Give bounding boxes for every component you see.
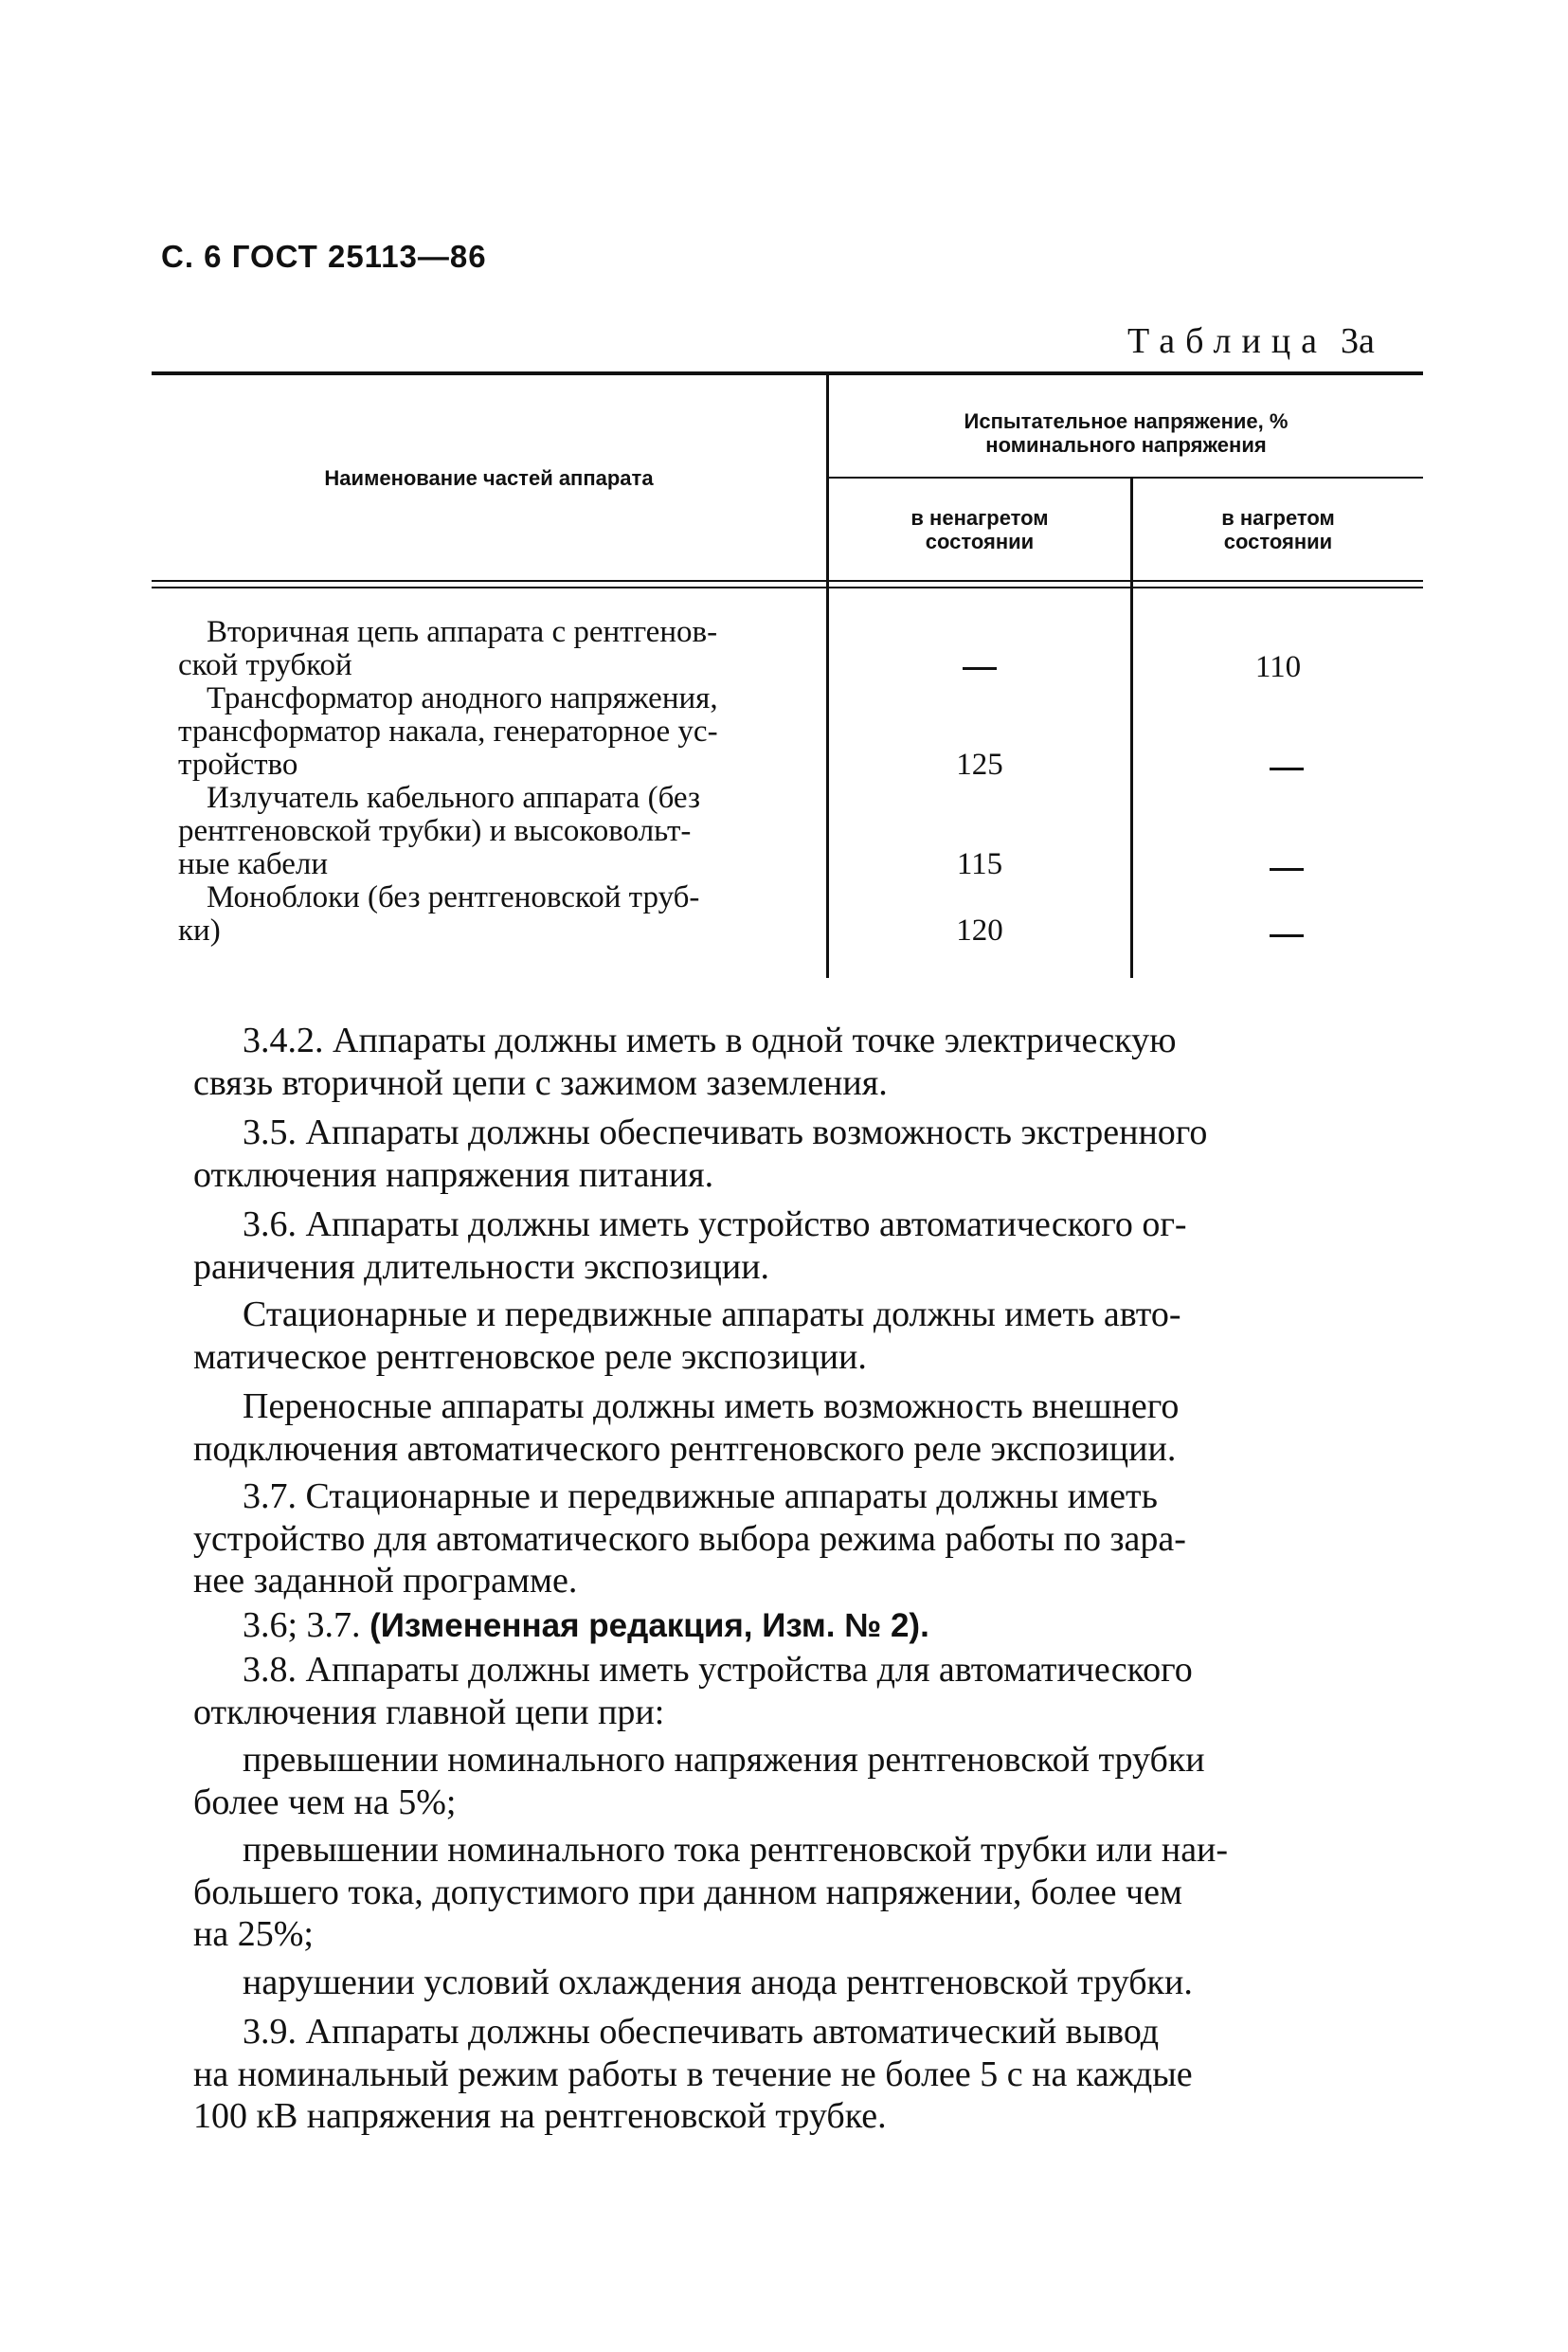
p37-line1: 3.7. Стационарные и передвижные аппараты должны иметь <box>243 1476 1158 1516</box>
p38-line2: отключения главной цепи при: <box>193 1692 665 1732</box>
p342-line2: связь вторичной цепи с зажимом заземления. <box>193 1062 888 1103</box>
p38d-line1: превышении номинального тока рентгеновской трубки или наи- <box>243 1830 1229 1870</box>
paragraph-3-7 <box>193 1475 1415 1602</box>
table-row-3-hot-dash <box>1270 868 1304 871</box>
paragraph-3-8 <box>193 1649 1415 1733</box>
p38d-line2: большего тока, допустимого при данном напряжении, более чем <box>193 1872 1182 1912</box>
row-1-name-line2: ской трубкой <box>178 648 352 682</box>
row-1-name-line1: Вторичная цепь аппарата с рентгенов- <box>207 615 718 649</box>
table-row-2-cold: 125 <box>956 748 1003 782</box>
p38c-line1: превышении номинального напряжения рентгеновской трубки <box>243 1740 1205 1780</box>
col-name-header <box>152 466 826 490</box>
row-3-name-line3: ные кабели <box>178 847 329 881</box>
row-2-name-line2: трансформатор накала, генераторное ус- <box>178 715 718 749</box>
paragraph-3-6-stationary <box>193 1294 1415 1378</box>
table-row-4-cold: 120 <box>956 914 1003 948</box>
amendment-prefix: 3.6; 3.7. <box>243 1604 370 1645</box>
voltage-test-table <box>152 371 1423 978</box>
p38e-line1: нарушении условий охлаждения анода рентгеновской трубки. <box>243 1962 1193 2002</box>
p35-line2: отключения напряжения питания. <box>193 1154 714 1195</box>
table-row-2-hot-dash <box>1270 768 1304 770</box>
table-top-rule <box>152 371 1423 375</box>
p37-line2: устройство для автоматического выбора режима работы по зара- <box>193 1518 1186 1559</box>
table-caption-number: 3а <box>1341 321 1375 361</box>
document-body <box>193 1020 1415 2140</box>
p36d-line2: подключения автоматического рентгеновского реле экспозиции. <box>193 1428 1177 1469</box>
table-row-4-hot-dash <box>1270 934 1304 937</box>
paragraph-3-6-portable <box>193 1385 1415 1470</box>
p36d-line1: Переносные аппараты должны иметь возможность внешнего <box>243 1386 1180 1426</box>
table-caption-label: Таблица <box>1127 321 1328 361</box>
col-cold-header-line2: состоянии <box>925 530 1035 553</box>
row-2-name-line1: Трансформатор анодного напряжения, <box>207 681 718 715</box>
table-row-1-cold-dash <box>963 667 997 670</box>
p39-line1: 3.9. Аппараты должны обеспечивать автоматический вывод <box>243 2012 1160 2052</box>
col-group-header-line2: номинального напряжения <box>985 433 1267 457</box>
col-hot-header <box>1133 506 1423 553</box>
row-4-name-line2: ки) <box>178 914 221 948</box>
paragraph-3-8-voltage <box>193 1739 1415 1823</box>
table-col-divider-2 <box>1130 479 1133 978</box>
row-3-name-line1: Излучатель кабельного аппарата (без <box>207 781 701 815</box>
page-header: С. 6 ГОСТ 25113—86 <box>161 239 487 274</box>
p342-line1: 3.4.2. Аппараты должны иметь в одной точке электрическую <box>243 1021 1177 1060</box>
col-cold-header <box>829 506 1130 553</box>
row-3-name-line2: рентгеновской трубки) и высоковольт- <box>178 814 692 848</box>
table-row-1-hot: 110 <box>1254 650 1302 684</box>
col-cold-header-line1: в ненагретом <box>910 506 1049 530</box>
paragraph-3-8-cooling <box>193 1962 1415 2004</box>
p35-line1: 3.5. Аппараты должны обеспечивать возможность экстренного <box>243 1113 1208 1152</box>
p36c-line2: матическое рентгеновское реле экспозиции. <box>193 1336 867 1377</box>
col-name-header-text: Наименование частей аппарата <box>324 466 654 490</box>
col-group-header-line1: Испытательное напряжение, % <box>964 409 1289 433</box>
p39-line3: 100 кВ напряжения на рентгеновской трубке. <box>193 2096 887 2136</box>
paragraph-3-4-2 <box>193 1020 1415 1104</box>
p36c-line1: Стационарные и передвижные аппараты должны иметь авто- <box>243 1294 1181 1334</box>
paragraph-3-9 <box>193 2011 1415 2138</box>
table-header-bottom-rule-2 <box>152 587 1423 588</box>
col-group-header <box>829 409 1423 457</box>
paragraph-3-6 <box>193 1203 1415 1288</box>
table-row-3-cold: 115 <box>956 847 1003 881</box>
p38c-line2: более чем на 5%; <box>193 1782 457 1822</box>
p36-line1: 3.6. Аппараты должны иметь устройство автоматического ог- <box>243 1204 1187 1244</box>
amendment-note <box>193 1604 1415 1648</box>
p38-line1: 3.8. Аппараты должны иметь устройства для автоматического <box>243 1650 1193 1690</box>
table-caption <box>1127 320 1375 362</box>
p39-line2: на номинальный режим работы в течение не более 5 с на каждые <box>193 2053 1193 2094</box>
row-4-name-line1: Моноблоки (без рентгеновской труб- <box>207 880 700 914</box>
row-2-name-line3: тройство <box>178 748 298 782</box>
table-row-1-name <box>178 616 944 682</box>
amendment-bold: (Измененная редакция, Изм. № 2). <box>369 1606 929 1644</box>
paragraph-3-8-current <box>193 1829 1415 1956</box>
p38d-line3: на 25%; <box>193 1914 314 1954</box>
p36-line2: раничения длительности экспозиции. <box>193 1246 770 1287</box>
col-hot-header-line1: в нагретом <box>1221 506 1335 530</box>
table-header-bottom-rule-1 <box>152 580 1423 582</box>
col-hot-header-line2: состоянии <box>1223 530 1333 553</box>
paragraph-3-5 <box>193 1112 1415 1196</box>
table-subheader-rule <box>826 477 1423 479</box>
p37-line3: нее заданной программе. <box>193 1561 578 1601</box>
